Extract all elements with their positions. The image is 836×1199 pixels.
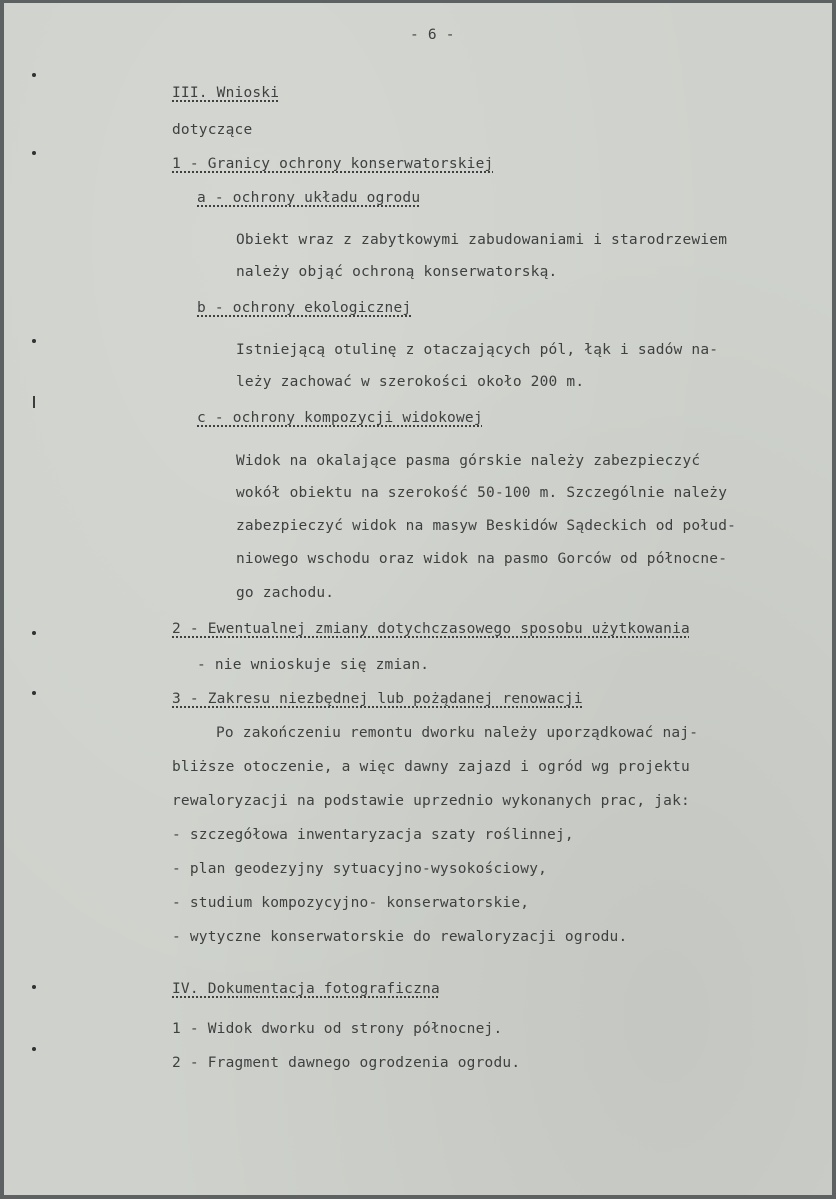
punch-hole-mark xyxy=(32,73,36,77)
punch-hole-mark xyxy=(32,151,36,155)
subitem-b-line: leży zachować w szerokości około 200 m. xyxy=(236,374,585,390)
subitem-c-title: c - ochrony kompozycji widokowej xyxy=(197,410,483,426)
intro-text: dotyczące xyxy=(172,122,253,138)
punch-hole-mark xyxy=(32,339,36,343)
item-3-line: bliższe otoczenie, a więc dawny zajazd i ogród wg projektu xyxy=(172,759,690,775)
item-1-title: 1 - Granicy ochrony konserwatorskiej xyxy=(172,156,494,172)
item-3-title: 3 - Zakresu niezbędnej lub pożądanej renowacji xyxy=(172,691,583,707)
subitem-a-title: a - ochrony układu ogrodu xyxy=(197,190,421,206)
punch-hole-mark xyxy=(32,631,36,635)
item-3-list-item: - szczegółowa inwentaryzacja szaty roślinnej, xyxy=(172,827,574,843)
subitem-c-line: niowego wschodu oraz widok na pasmo Gorców od północne- xyxy=(236,551,728,567)
page-number: - 6 - xyxy=(410,27,455,43)
item-3-list-item: - studium kompozycyjno- konserwatorskie, xyxy=(172,895,530,911)
item-3-list-item: - plan geodezyjny sytuacyjno-wysokościowy, xyxy=(172,861,548,877)
item-3-line: Po zakończeniu remontu dworku należy uporządkować naj- xyxy=(216,725,699,741)
punch-hole-mark xyxy=(32,1047,36,1051)
punch-hole-mark xyxy=(32,691,36,695)
subitem-c-line: go zachodu. xyxy=(236,585,335,601)
subitem-b-line: Istniejącą otulinę z otaczających pól, łąk i sadów na- xyxy=(236,342,719,358)
item-2-line: - nie wnioskuje się zmian. xyxy=(197,657,430,673)
item-3-line: rewaloryzacji na podstawie uprzednio wykonanych prac, jak: xyxy=(172,793,690,809)
subitem-a-line: należy objąć ochroną konserwatorską. xyxy=(236,264,558,280)
margin-mark xyxy=(33,396,35,408)
document-page xyxy=(4,3,832,1195)
subitem-a-line: Obiekt wraz z zabytkowymi zabudowaniami i starodrzewiem xyxy=(236,232,728,248)
subitem-c-line: zabezpieczyć widok na masyw Beskidów Sądeckich od połud- xyxy=(236,518,737,534)
item-2-title: 2 - Ewentualnej zmiany dotychczasowego sposobu użytkowania xyxy=(172,621,690,637)
subitem-b-title: b - ochrony ekologicznej xyxy=(197,300,412,316)
photo-item: 1 - Widok dworku od strony północnej. xyxy=(172,1021,503,1037)
photo-item: 2 - Fragment dawnego ogrodzenia ogrodu. xyxy=(172,1055,521,1071)
subitem-c-line: Widok na okalające pasma górskie należy zabezpieczyć xyxy=(236,453,701,469)
item-3-list-item: - wytyczne konserwatorskie do rewaloryzacji ogrodu. xyxy=(172,929,628,945)
subitem-c-line: wokół obiektu na szerokość 50-100 m. Szczególnie należy xyxy=(236,485,728,501)
punch-hole-mark xyxy=(32,985,36,989)
section-heading-wnioski: III. Wnioski xyxy=(172,85,280,101)
section-heading-dokumentacja: IV. Dokumentacja fotograficzna xyxy=(172,981,440,997)
